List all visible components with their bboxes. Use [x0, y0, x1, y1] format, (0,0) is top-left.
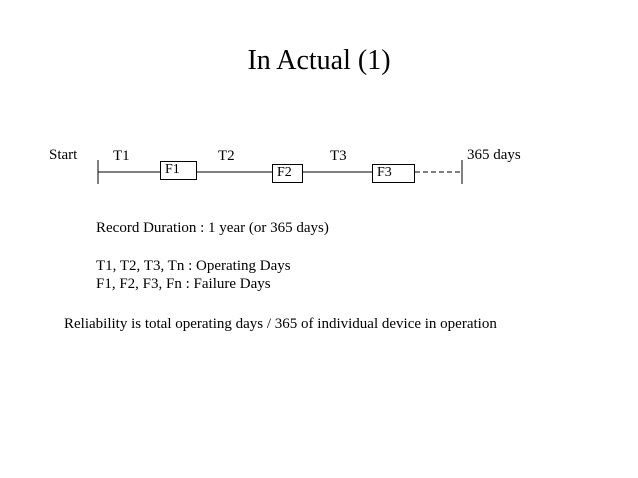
end-label: 365 days — [467, 147, 521, 163]
operating-label-t1: T1 — [113, 148, 130, 164]
failure-box-f1: F1 — [160, 161, 197, 180]
operating-label-t3: T3 — [330, 148, 347, 164]
failure-box-f2: F2 — [272, 164, 303, 183]
slide-title: In Actual (1) — [247, 45, 391, 76]
operating-label-t2: T2 — [218, 148, 235, 164]
failure-days-text: F1, F2, F3, Fn : Failure Days — [96, 276, 271, 292]
reliability-text: Reliability is total operating days / 365 of individual device in operation — [64, 316, 497, 332]
start-label: Start — [49, 147, 78, 163]
failure-box-f3: F3 — [372, 164, 415, 183]
record-duration-text: Record Duration : 1 year (or 365 days) — [96, 220, 329, 236]
operating-days-text: T1, T2, T3, Tn : Operating Days — [96, 258, 291, 274]
